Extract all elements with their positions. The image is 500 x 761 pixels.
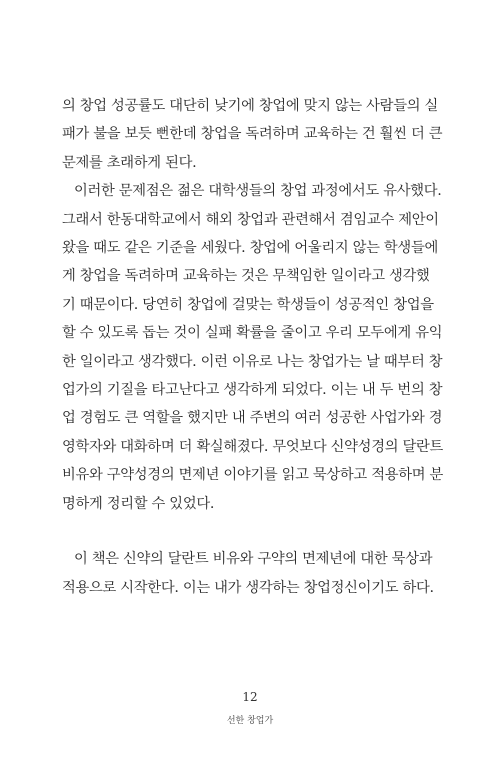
text-line: 이 책은 신약의 달란트 비유와 구약의 면제년에 대한 묵상과 [74, 551, 433, 568]
text-line: 영학자와 대화하며 더 확실해졌다. 무엇보다 신약성경의 달란트 [62, 438, 443, 455]
text-line: 한 일이라고 생각했다. 이런 이유로 나는 창업가는 날 때부터 창 [62, 353, 443, 370]
body-text [62, 92, 443, 602]
paragraph-1 [62, 92, 443, 177]
paragraph-gap [62, 518, 439, 545]
text-line: 이러한 문제점은 젊은 대학생들의 창업 과정에서도 유사했다. [74, 183, 442, 200]
text-line: 왔을 때도 같은 기준을 세웠다. 창업에 어울리지 않는 학생들에 [62, 240, 438, 257]
paragraph-2 [62, 177, 443, 518]
running-title: 선한 창업가 [226, 716, 274, 726]
text-line: 의 창업 성공률도 대단히 낮기에 창업에 맞지 않는 사람들의 실 [62, 98, 438, 114]
text-line: 기 때문이다. 당연히 창업에 걸맞는 학생들이 성공적인 창업을 [62, 296, 434, 313]
text-line: 할 수 있도록 돕는 것이 실패 확률을 줄이고 우리 모두에게 유익 [62, 325, 443, 342]
text-line: 그래서 한동대학교에서 해외 창업과 관련해서 겸임교수 제안이 [62, 211, 439, 228]
text-line: 명하게 정리할 수 있었다. [62, 495, 215, 512]
text-line: 비유와 구약성경의 면제년 이야기를 읽고 묵상하고 적용하며 분 [62, 467, 443, 484]
text-line: 게 창업을 독려하며 교육하는 것은 무책임한 일이라고 생각했 [62, 268, 430, 285]
text-line: 업가의 기질을 타고난다고 생각하게 되었다. 이는 내 두 번의 창 [62, 382, 443, 399]
page-number: 12 [242, 690, 258, 704]
text-line: 업 경험도 큰 역할을 했지만 내 주변의 여러 성공한 사업가와 경 [62, 410, 443, 427]
text-line: 패가 불을 보듯 뻔한데 창업을 독려하며 교육하는 건 훨씬 더 큰 [62, 126, 443, 143]
text-line: 적용으로 시작한다. 이는 내가 생각하는 창업정신이기도 하다. [62, 579, 434, 596]
paragraph-3 [62, 545, 439, 602]
text-line: 문제를 초래하게 된다. [62, 154, 197, 171]
